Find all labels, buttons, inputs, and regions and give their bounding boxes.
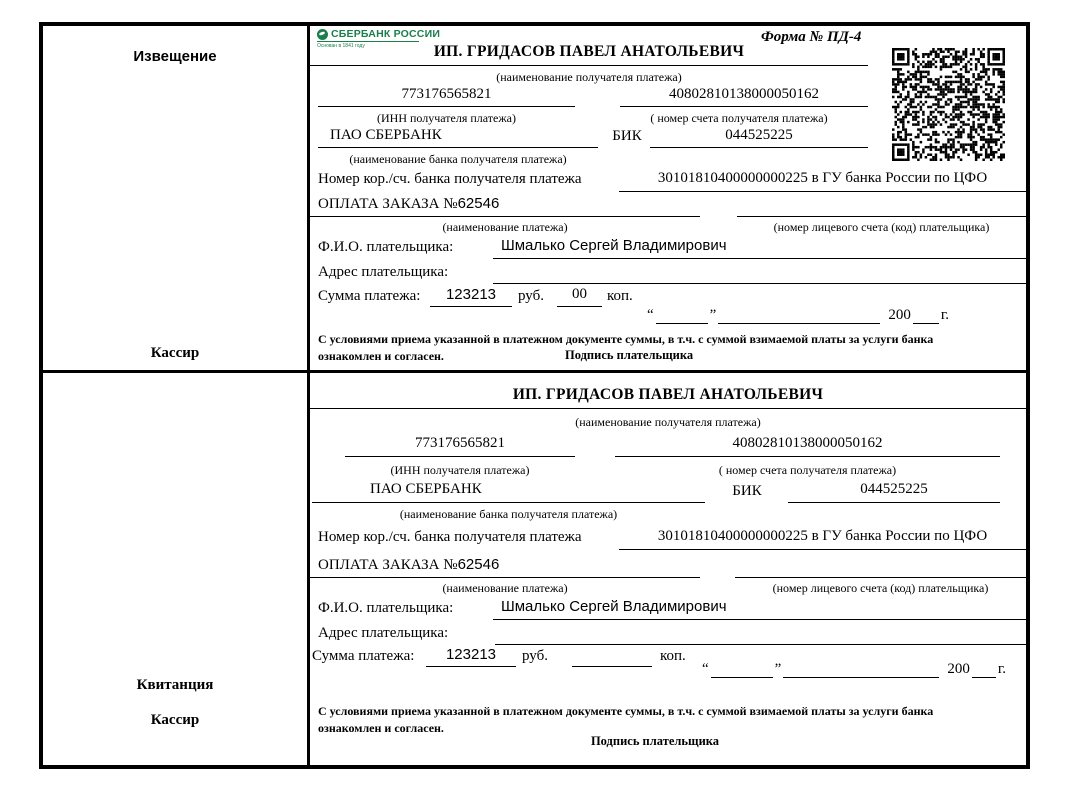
sberbank-logo-text: СБЕРБАНК РОССИИ xyxy=(331,28,441,40)
date-century-notice: 200 xyxy=(888,307,911,323)
payment-name-notice xyxy=(318,195,499,213)
order-number-notice[interactable]: 62546 xyxy=(457,195,500,212)
cashier-label-receipt: Кассир xyxy=(150,712,200,728)
payee-caption-receipt: (наименование получателя платежа) xyxy=(575,415,761,429)
address-value-notice[interactable] xyxy=(493,262,1026,284)
inn-caption-notice: (ИНН получателя платежа) xyxy=(377,111,516,125)
personal-account-caption-notice: (номер лицевого счета (код) плательщика) xyxy=(773,220,990,234)
date-line-notice xyxy=(647,307,949,324)
form-number-label: Форма № ПД-4 xyxy=(761,29,862,45)
bank-name-receipt: ПАО СБЕРБАНК xyxy=(312,481,705,503)
bank-name-notice: ПАО СБЕРБАНК xyxy=(318,127,598,148)
notice-stub xyxy=(43,26,310,373)
payee-inn-receipt: 773176565821 xyxy=(345,435,575,457)
agreement-line1-notice: С условиями приема указанной в платежном документе суммы, в т.ч. с суммой взимаемой платы за услуги банка xyxy=(318,332,934,346)
signature-label-notice: Подпись плательщика xyxy=(565,348,694,362)
date-month-blank-receipt[interactable] xyxy=(783,663,939,678)
account-caption-notice: ( номер счета получателя платежа) xyxy=(650,111,828,125)
payee-caption-notice: (наименование получателя платежа) xyxy=(496,70,682,84)
date-year-blank-notice[interactable] xyxy=(913,309,939,324)
amount-rub-notice[interactable]: 123213 xyxy=(430,286,512,307)
amount-rub-receipt[interactable]: 123213 xyxy=(426,646,516,667)
date-line-receipt xyxy=(702,661,1006,678)
personal-account-underline-receipt xyxy=(735,577,1026,578)
date-close-quote-notice: ” xyxy=(709,307,717,323)
payee-name-notice: ИП. ГРИДАСОВ ПАВЕЛ АНАТОЛЬЕВИЧ xyxy=(310,43,868,66)
payee-account-notice: 40802810138000050162 xyxy=(620,86,868,107)
date-century-receipt: 200 xyxy=(947,661,970,677)
date-day-blank-notice[interactable] xyxy=(656,309,708,324)
personal-account-underline-notice xyxy=(737,216,1026,217)
payment-name-underline-receipt xyxy=(310,577,700,578)
bik-value-notice: 044525225 xyxy=(650,127,868,148)
payer-label-receipt: Ф.И.О. плательщика: xyxy=(318,600,454,616)
payee-name-receipt: ИП. ГРИДАСОВ ПАВЕЛ АНАТОЛЬЕВИЧ xyxy=(310,386,1026,409)
payment-name-receipt xyxy=(318,556,499,574)
payer-label-notice: Ф.И.О. плательщика: xyxy=(318,239,454,255)
payment-caption-notice: (наименование платежа) xyxy=(442,220,568,234)
rub-label-notice: руб. xyxy=(518,288,544,304)
address-value-receipt[interactable] xyxy=(495,623,1026,645)
payment-label-notice: ОПЛАТА ЗАКАЗА № xyxy=(318,196,458,212)
payer-name-notice[interactable]: Шмалько Сергей Владимирович xyxy=(493,237,1026,259)
corr-value-receipt: 30101810400000000225 в ГУ банка России по ЦФО xyxy=(619,528,1026,550)
receipt-section xyxy=(310,373,1026,765)
date-open-quote-notice: “ xyxy=(647,307,654,323)
corr-label-receipt: Номер кор./сч. банка получателя платежа xyxy=(318,529,582,545)
date-close-quote-receipt: ” xyxy=(774,661,782,677)
payment-name-underline-notice xyxy=(310,216,700,217)
form-outer-border xyxy=(39,22,1030,769)
kop-label-notice: коп. xyxy=(607,288,633,304)
date-open-quote-receipt: “ xyxy=(702,661,709,677)
notice-label: Извещение xyxy=(133,48,217,65)
cashier-label-notice: Кассир xyxy=(150,345,200,361)
sberbank-tagline: Основан в 1841 году xyxy=(317,43,365,49)
payee-account-receipt: 40802810138000050162 xyxy=(615,435,1000,457)
receipt-stub xyxy=(43,373,310,765)
date-year-blank-receipt[interactable] xyxy=(972,663,996,678)
qr-code xyxy=(892,48,1005,161)
inn-caption-receipt: (ИНН получателя платежа) xyxy=(390,463,530,477)
payment-label-receipt: ОПЛАТА ЗАКАЗА № xyxy=(318,557,458,573)
address-label-receipt: Адрес плательщика: xyxy=(318,625,449,641)
amount-kop-notice[interactable]: 00 xyxy=(557,286,602,307)
amount-label-receipt: Сумма платежа: xyxy=(312,648,415,664)
payment-caption-receipt: (наименование платежа) xyxy=(442,581,568,595)
kop-label-receipt: коп. xyxy=(660,648,686,664)
account-caption-receipt: ( номер счета получателя платежа) xyxy=(718,463,897,477)
order-number-receipt[interactable]: 62546 xyxy=(457,556,500,573)
personal-account-caption-receipt: (номер лицевого счета (код) плательщика) xyxy=(772,581,989,595)
rub-label-receipt: руб. xyxy=(522,648,548,664)
signature-label-receipt: Подпись плательщика xyxy=(590,734,720,748)
corr-value-notice: 30101810400000000225 в ГУ банка России по ЦФО xyxy=(619,170,1026,192)
bik-label-receipt: БИК xyxy=(732,483,762,499)
notice-section xyxy=(310,26,1026,373)
agreement-line2-receipt: ознакомлен и согласен. xyxy=(318,721,444,735)
payee-inn-notice: 773176565821 xyxy=(318,86,575,107)
bik-value-receipt: 044525225 xyxy=(788,481,1000,503)
bik-label-notice: БИК xyxy=(612,128,642,144)
bank-caption-notice: (наименование банка получателя платежа) xyxy=(349,152,567,166)
receipt-label: Квитанция xyxy=(136,677,214,693)
corr-label-notice: Номер кор./сч. банка получателя платежа xyxy=(318,171,582,187)
amount-kop-receipt[interactable] xyxy=(572,646,652,667)
agreement-line2-notice: ознакомлен и согласен. xyxy=(318,349,444,363)
date-suffix-notice: г. xyxy=(940,307,950,323)
amount-label-notice: Сумма платежа: xyxy=(318,288,421,304)
date-suffix-receipt: г. xyxy=(997,661,1007,677)
agreement-line1-receipt: С условиями приема указанной в платежном документе суммы, в т.ч. с суммой взимаемой платы за услуги банка xyxy=(318,704,934,718)
payer-name-receipt[interactable]: Шмалько Сергей Владимирович xyxy=(493,598,1026,620)
address-label-notice: Адрес плательщика: xyxy=(318,264,449,280)
bank-caption-receipt: (наименование банка получателя платежа) xyxy=(399,507,618,521)
date-month-blank-notice[interactable] xyxy=(718,309,880,324)
date-day-blank-receipt[interactable] xyxy=(711,663,773,678)
sberbank-emblem-icon xyxy=(317,29,328,40)
